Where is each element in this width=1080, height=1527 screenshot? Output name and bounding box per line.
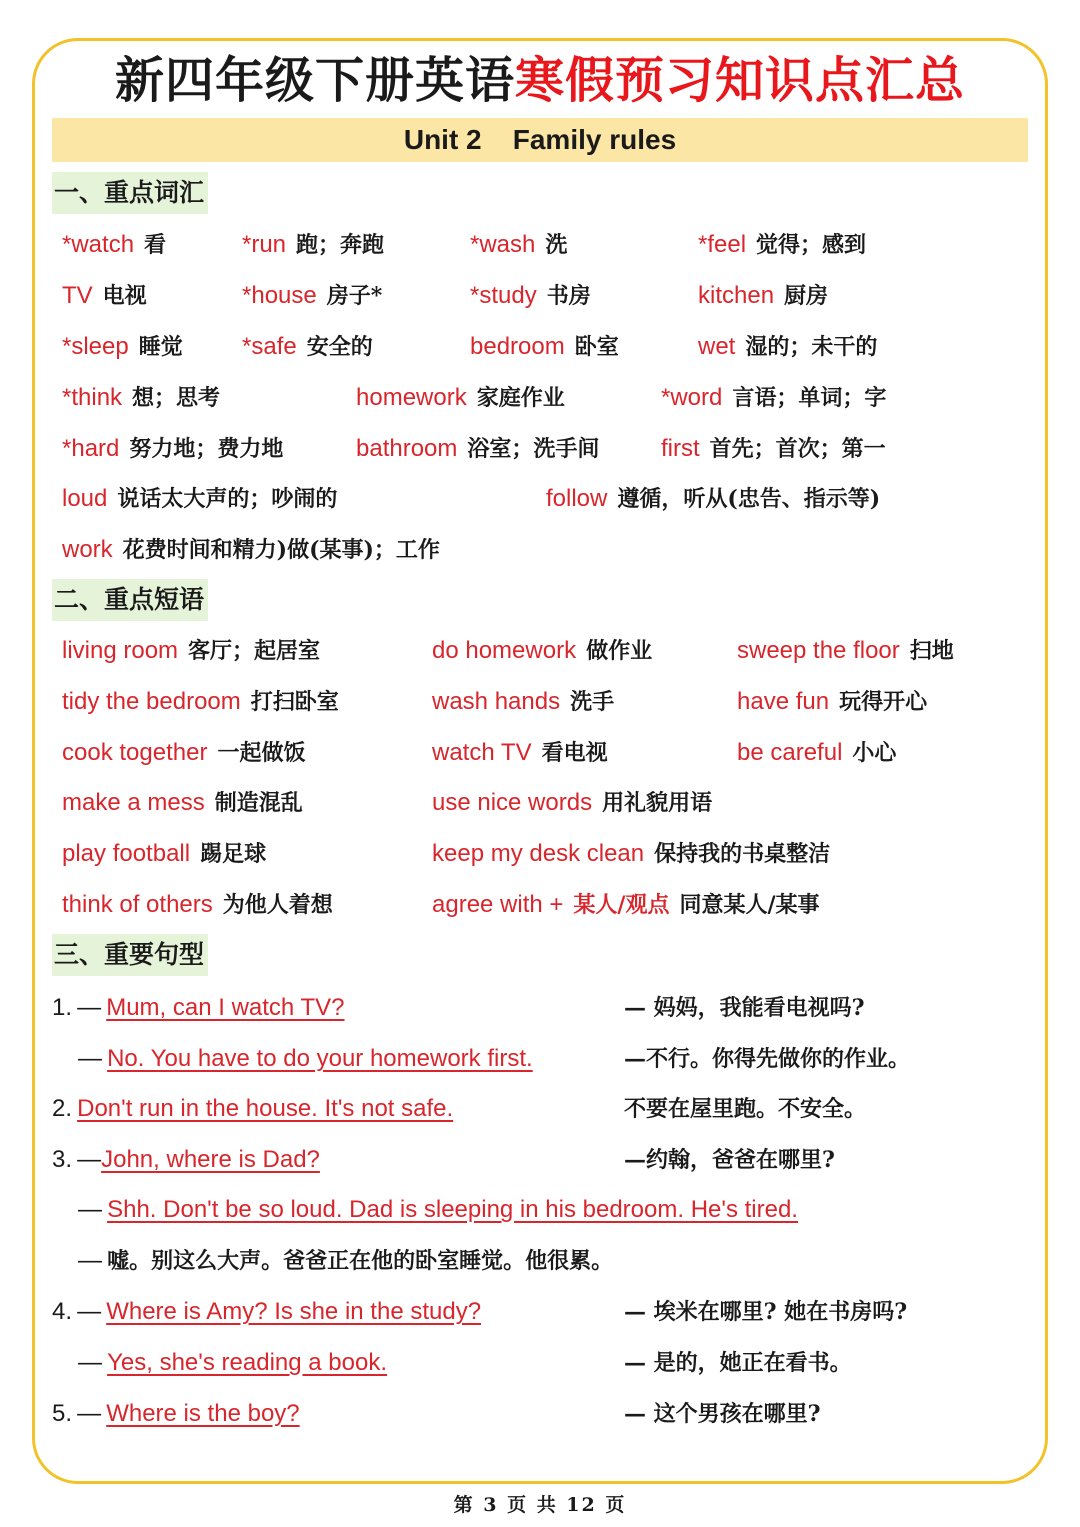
section-vocab-heading: 一、重点词汇 [52, 172, 208, 214]
section-phrases-heading: 二、重点短语 [52, 579, 208, 621]
unit-label: Unit 2 [403, 124, 482, 155]
phrase-item: have fun 玩得开心 [737, 688, 928, 715]
sentence-translation: — 是的，她正在看书。 [624, 1350, 852, 1376]
vocab-item: *safe 安全的 [242, 333, 373, 360]
title-part-black: 新四年级下册英语 [114, 51, 515, 109]
section-sentences-heading: 三、重要句型 [52, 934, 208, 976]
vocab-item: *feel 觉得；感到 [698, 231, 867, 258]
sentence-line: 2. Don't run in the house. It's not safe. [52, 1095, 454, 1122]
sentence-translation: —约翰，爸爸在哪里? [624, 1147, 835, 1173]
sentence-translation: — 妈妈，我能看电视吗? [624, 995, 865, 1021]
phrase-item: watch TV 看电视 [432, 739, 608, 766]
vocab-item: follow 遵循，听从(忠告、指示等) [546, 485, 881, 512]
sentence-line: — Shh. Don't be so loud. Dad is sleeping in his bedroom. He's tired. [78, 1196, 798, 1223]
vocab-item: *sleep 睡觉 [62, 333, 183, 360]
phrase-item: sweep the floor 扫地 [737, 637, 954, 664]
unit-header [52, 118, 1028, 162]
sentence-line: 1. — Mum, can I watch TV? [52, 994, 345, 1021]
vocab-item: *run 跑；奔跑 [242, 231, 385, 258]
vocab-item: wet 湿的；未干的 [698, 333, 878, 360]
vocab-item: TV 电视 [62, 282, 147, 309]
phrase-item: be careful 小心 [737, 739, 897, 766]
phrase-extra: 某人/观点 [573, 892, 670, 918]
sentence-translation: 不要在屋里跑。不安全。 [624, 1096, 867, 1122]
vocab-item: *study 书房 [470, 282, 591, 309]
phrase-item: living room 客厅；起居室 [62, 637, 321, 664]
phrase-item: cook together 一起做饭 [62, 739, 306, 766]
title-part-red: 寒假预习知识点汇总 [515, 51, 966, 109]
unit-name: Family rules [512, 124, 677, 155]
phrase-item: tidy the bedroom 打扫卧室 [62, 688, 339, 715]
sentence-translation: — 这个男孩在哪里? [624, 1401, 821, 1427]
page-number-footer: 第 3 页 共 12 页 [453, 1494, 627, 1516]
vocab-item: work 花费时间和精力)做(某事)；工作 [62, 536, 440, 563]
vocab-item: loud 说话太大声的；吵闹的 [62, 485, 338, 512]
phrase-item: make a mess 制造混乱 [62, 789, 303, 816]
vocab-item: *hard 努力地；费力地 [62, 435, 284, 462]
vocab-item: first 首先；首次；第一 [661, 435, 886, 462]
phrase-item: do homework 做作业 [432, 637, 653, 664]
vocab-item: *house 房子* [242, 282, 383, 309]
phrase-item: wash hands 洗手 [432, 688, 615, 715]
vocab-item: *word 言语；单词；字 [661, 384, 887, 411]
phrase-item: play football 踢足球 [62, 840, 267, 867]
sentence-line: — No. You have to do your homework first. [78, 1045, 533, 1072]
phrase-item: agree with + 某人/观点 同意某人/某事 [432, 891, 820, 918]
phrase-item: use nice words 用礼貌用语 [432, 789, 713, 816]
sentence-line: — Yes, she's reading a book. [78, 1349, 387, 1376]
sentence-translation: — 埃米在哪里? 她在书房吗? [624, 1299, 908, 1325]
vocab-item: homework 家庭作业 [356, 384, 565, 411]
sentence-line: 4. — Where is Amy? Is she in the study? [52, 1298, 482, 1325]
sentence-line: 3. —John, where is Dad? [52, 1146, 320, 1173]
sentence-translation: —不行。你得先做你的作业。 [624, 1046, 911, 1072]
vocab-item: *think 想；思考 [62, 384, 221, 411]
vocab-item: kitchen 厨房 [698, 282, 829, 309]
phrase-item: think of others 为他人着想 [62, 891, 333, 918]
vocab-item: bathroom 浴室；洗手间 [356, 435, 600, 462]
sentence-line: — 嘘。别这么大声。爸爸正在他的卧室睡觉。他很累。 [78, 1247, 614, 1274]
vocab-item: *watch 看 [62, 231, 167, 258]
vocab-item: bedroom 卧室 [470, 333, 619, 360]
vocab-item: *wash 洗 [470, 231, 568, 258]
phrase-item: keep my desk clean 保持我的书桌整洁 [432, 840, 831, 867]
sentence-line: 5. — Where is the boy? [52, 1400, 300, 1427]
page-title [0, 42, 1080, 112]
